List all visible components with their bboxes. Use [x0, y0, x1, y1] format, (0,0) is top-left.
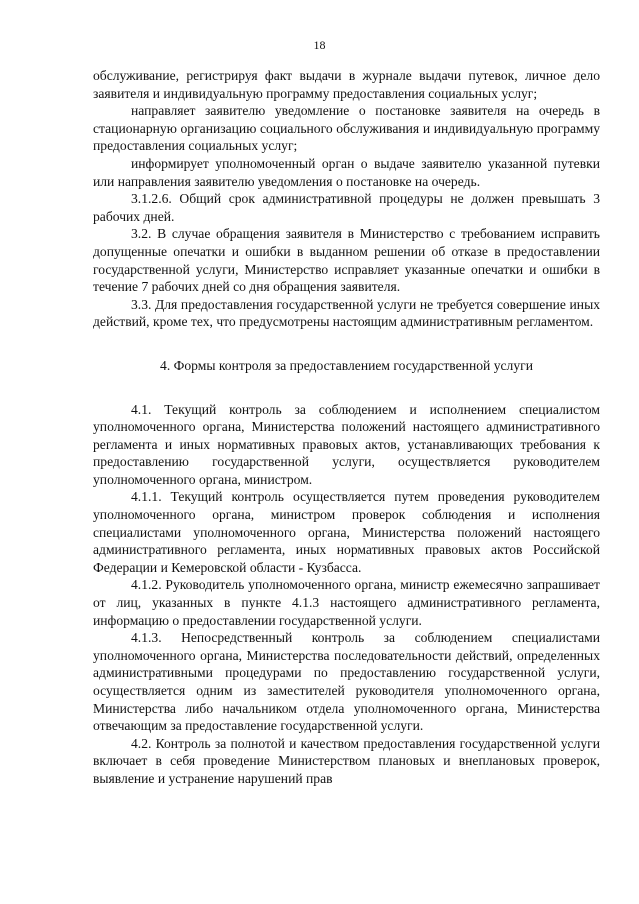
paragraph: направляет заявителю уведомление о постановке заявителя на очередь в стационарную организацию социального обслуживания и индивидуальную программу предоставления социальных услуг; [93, 103, 600, 154]
paragraph: 4.2. Контроль за полнотой и качеством предоставления государственной услуги включает в себя проведение Министерством плановых и внеплановых проверок, выявление и устранение нарушений прав [93, 735, 600, 786]
paragraph: обслуживание, регистрируя факт выдачи в журнале выдачи путевок, личное дело заявителя и индивидуальную программу предоставления социальных услуг; [93, 68, 600, 101]
paragraph: 3.3. Для предоставления государственной услуги не требуется совершение иных действий, кроме тех, что предусмотрены настоящим административным регламентом. [93, 296, 600, 330]
section-heading: 4. Формы контроля за предоставлением государственной услуги [160, 357, 533, 373]
paragraph: информирует уполномоченный орган о выдаче заявителю указанной путевки или направления заявителю уведомления о постановке на очередь. [93, 155, 600, 189]
paragraph: 4.1.1. Текущий контроль осуществляется путем проведения руководителем уполномоченного органа, министром проверок соблюдения и исполнения специалистами уполномоченного органа, Министерства положений настоящего административного регламента, иных нормативных правовых актов Российской Федерации и Кемеровской области - Кузбасса. [93, 489, 600, 575]
page-number: 18 [313, 38, 326, 52]
paragraph: 4.1.3. Непосредственный контроль за соблюдением специалистами уполномоченного органа, Министерства последовательности действий, определенных административными процедурами по предоставлению государственной услуги, осуществляется одним из заместителей руководителя уполномоченного органа, Министерства либо начальником отдела уполномоченного органа, Министерства отвечающим за предоставление государственной услуги. [93, 630, 600, 734]
paragraphs-after [93, 401, 600, 788]
paragraphs-before [93, 67, 600, 331]
paragraph: 4.1.2. Руководитель уполномоченного органа, министр ежемесячно запрашивает от лиц, указанных в пункте 4.1.3 настоящего административного регламента, информацию о предоставлении государственной услуги. [93, 577, 600, 628]
paragraph: 3.2. В случае обращения заявителя в Министерство с требованием исправить допущенные опечатки и ошибки в выданном решении об отказе в предоставлении государственной услуги, Министерство исправляет указанные опечатки и ошибки в течение 7 рабочих дней со дня обращения заявителя. [93, 226, 600, 295]
document-body [93, 67, 600, 788]
paragraph: 3.1.2.6. Общий срок административной процедуры не должен превышать 3 рабочих дней. [93, 191, 600, 224]
paragraph: 4.1. Текущий контроль за соблюдением и исполнением специалистом уполномоченного органа, Министерства положений настоящего административного регламента и иных нормативных правовых актов, устанавливающих требования к предоставлению государственной услуги, осуществляется руководителем уполномоченного органа, министром. [93, 401, 600, 487]
